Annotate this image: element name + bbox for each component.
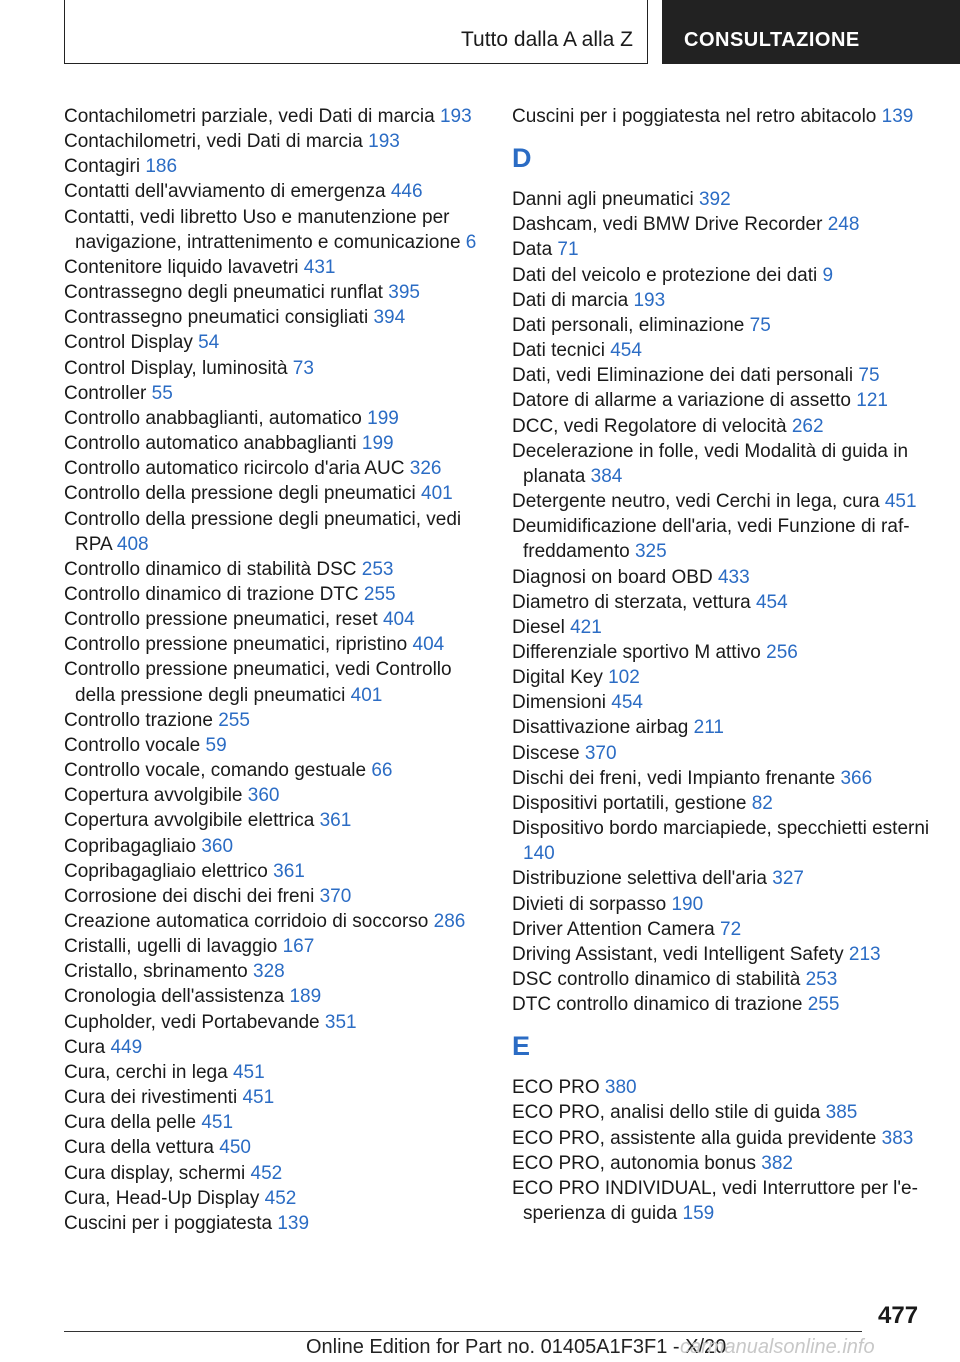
entry-term: ECO PRO, autonomia bonus [512, 1152, 756, 1174]
index-entry [64, 1186, 484, 1211]
entry-term: Data [512, 239, 553, 261]
index-entry [512, 791, 932, 816]
entry-term: Cura, cerchi in lega [64, 1061, 228, 1083]
page-reference-link[interactable]: 454 [611, 692, 643, 714]
page-reference-link[interactable]: 431 [303, 256, 336, 278]
index-entry [64, 356, 484, 381]
page-reference-link[interactable]: 361 [319, 810, 352, 832]
index-entry [512, 439, 932, 489]
index-list-d [512, 187, 932, 1017]
index-entry [64, 834, 484, 859]
entry-term: Cuscini per i poggiatesta [64, 1212, 273, 1234]
entry-term: Cura dei rivestimenti [64, 1087, 238, 1109]
index-list-c-continued [512, 104, 932, 129]
entry-term: Cristalli, ugelli di lavaggio [64, 936, 278, 958]
page-reference-link[interactable]: 446 [390, 181, 423, 203]
page-reference-link[interactable]: 193 [368, 131, 400, 153]
index-entry [512, 715, 932, 740]
index-entry [64, 1035, 484, 1060]
index-entry [64, 1010, 484, 1035]
page-reference-link[interactable]: 75 [749, 314, 771, 336]
page-reference-link[interactable]: 6 [465, 231, 477, 253]
page-reference-link[interactable]: 253 [805, 969, 838, 990]
index-entry [64, 456, 484, 481]
index-entry [512, 590, 932, 615]
page-reference-link[interactable]: 401 [421, 483, 453, 505]
page-reference-link[interactable]: 360 [201, 835, 234, 857]
page-reference-link[interactable]: 73 [292, 357, 314, 379]
index-entry [64, 255, 484, 280]
entry-term: Cura, Head-Up Display [64, 1187, 260, 1209]
index-entry [64, 708, 484, 733]
index-entry [64, 557, 484, 582]
page-reference-link[interactable]: 360 [247, 785, 280, 807]
index-entry [64, 481, 484, 506]
page-reference-link[interactable]: 9 [822, 264, 834, 286]
entry-term: Dischi dei freni, vedi Impianto frenante [512, 767, 836, 789]
index-entry [512, 313, 932, 338]
index-entry [64, 154, 484, 179]
entry-term: Contrassegno pneumatici consigliati [64, 307, 369, 329]
page-reference-link[interactable]: 102 [608, 667, 640, 689]
page-reference-link[interactable]: 380 [604, 1077, 637, 1099]
entry-term: Contachilometri parziale, vedi Dati di marcia [64, 106, 435, 127]
page-reference-link[interactable]: 327 [772, 868, 804, 890]
section-title: Tutto dalla A alla Z [461, 28, 633, 51]
page-reference-link[interactable]: 193 [439, 106, 472, 127]
entry-term: Contrassegno degli pneumatici runflat [64, 282, 383, 304]
entry-term: DSC controllo dinamico di stabilità [512, 969, 801, 990]
page-reference-link[interactable]: 71 [557, 239, 579, 261]
index-entry [512, 816, 932, 866]
entry-term: Diametro di sterzata, vettura [512, 591, 751, 613]
page-reference-link[interactable]: 66 [371, 760, 393, 782]
entry-term: Cuscini per i poggiatesta nel retro abitacolo [512, 106, 877, 127]
entry-term: Cupholder, vedi Portabevande [64, 1011, 320, 1033]
index-list-e [512, 1075, 932, 1226]
page-reference-link[interactable]: 395 [388, 282, 420, 304]
page-reference-link[interactable]: 255 [807, 994, 840, 1016]
page-reference-link[interactable]: 421 [570, 616, 602, 638]
entry-term: Cura della pelle [64, 1112, 197, 1134]
entry-term: Controllo vocale, comando gestuale [64, 760, 367, 782]
entry-term: Cura display, schermi [64, 1162, 246, 1184]
entry-term: Copertura avvolgibile elettrica [64, 810, 315, 832]
entry-term: Deumidificazione dell'aria, vedi Funzione di raffreddamento [512, 516, 910, 563]
page-reference-link[interactable]: 454 [755, 591, 788, 613]
index-entry [64, 406, 484, 431]
page-reference-link[interactable]: 404 [382, 609, 415, 631]
entry-term: Copertura avvolgibile [64, 785, 243, 807]
index-list-c [64, 104, 484, 1236]
entry-term: Creazione automatica corridoio di soccorso [64, 911, 429, 932]
index-entry [64, 934, 484, 959]
entry-term: Diagnosi on board OBD [512, 566, 713, 588]
index-entry [512, 866, 932, 891]
entry-term: Dati, vedi Eliminazione dei dati personali [512, 365, 854, 387]
index-entry [512, 917, 932, 942]
index-entry [64, 607, 484, 632]
entry-term: Controllo vocale [64, 734, 201, 756]
footer-edition: Online Edition for Part no. 01405A1F3F1 - X/20 [306, 1336, 727, 1358]
index-entry [64, 280, 484, 305]
index-entry [512, 766, 932, 791]
index-entry [512, 1176, 932, 1226]
page-reference-link[interactable]: 325 [634, 541, 667, 563]
entry-term: Contachilometri, vedi Dati di marcia [64, 131, 363, 153]
page-reference-link[interactable]: 451 [232, 1061, 265, 1083]
page-reference-link[interactable]: 262 [791, 415, 824, 437]
page-reference-link[interactable]: 404 [412, 634, 445, 656]
index-entry [512, 741, 932, 766]
entry-term: Cristallo, sbrinamento [64, 961, 248, 983]
page-reference-link[interactable]: 256 [766, 641, 798, 663]
index-entry [64, 1060, 484, 1085]
index-entry [64, 1161, 484, 1186]
page-reference-link[interactable]: 59 [205, 734, 227, 756]
page-reference-link[interactable]: 186 [145, 156, 178, 178]
index-entry [512, 212, 932, 237]
page-reference-link[interactable]: 139 [881, 106, 914, 127]
page-reference-link[interactable]: 54 [198, 332, 220, 354]
footer-divider [64, 1331, 862, 1332]
entry-term: DTC controllo dinamico di trazione [512, 994, 803, 1016]
page-reference-link[interactable]: 193 [633, 289, 666, 311]
page-reference-link[interactable]: 366 [840, 767, 873, 789]
entry-term: Divieti di sorpasso [512, 893, 667, 915]
index-entry [512, 640, 932, 665]
page-reference-link[interactable]: 449 [110, 1036, 143, 1058]
entry-term: Contatti dell'avviamento di emergenza [64, 181, 386, 203]
page-reference-link[interactable]: 401 [350, 684, 383, 706]
index-entry [512, 489, 932, 514]
entry-term: Controllo automatico ricircolo d'aria AUC [64, 458, 405, 480]
entry-term: DCC, vedi Regolatore di velocità [512, 415, 787, 437]
entry-term: Copribagagliaio elettrico [64, 860, 268, 882]
entry-term: Dispositivo bordo marciapiede, specchietti esterni [512, 818, 930, 840]
index-entry [512, 363, 932, 388]
entry-term: Cura della vettura [64, 1137, 214, 1159]
entry-term: Discese [512, 742, 580, 764]
page-reference-link[interactable]: 72 [720, 918, 742, 940]
index-entry [64, 657, 484, 707]
entry-term: Controllo della pressione degli pneumatici [64, 483, 416, 505]
page-reference-link[interactable]: 211 [693, 717, 724, 739]
entry-term: ECO PRO INDIVIDUAL, vedi Interruttore per l'esperienza di guida [512, 1177, 918, 1225]
page-reference-link[interactable]: 140 [523, 843, 555, 865]
entry-term: Contatti, vedi libretto Uso e manutenzione per navigazione, intrattenimento e comunicazione [64, 206, 461, 253]
entry-term: Controllo pressione pneumatici, reset [64, 609, 378, 631]
entry-term: Controller [64, 382, 147, 404]
page-reference-link[interactable]: 451 [884, 491, 917, 513]
entry-term: Driver Attention Camera [512, 918, 715, 940]
entry-term: Controllo dinamico di stabilità DSC [64, 558, 357, 580]
index-entry [64, 582, 484, 607]
entry-term: Cura [64, 1036, 106, 1058]
page-reference-link[interactable]: 394 [373, 307, 406, 329]
index-entry [512, 992, 932, 1017]
section-tab [64, 0, 648, 64]
entry-term: ECO PRO, assistente alla guida previdente [512, 1127, 877, 1149]
index-entry [64, 330, 484, 355]
page-reference-link[interactable]: 450 [219, 1137, 251, 1159]
entry-term: Dati personali, eliminazione [512, 314, 745, 336]
index-entry [512, 388, 932, 413]
index-entry [512, 237, 932, 262]
page-reference-link[interactable]: 253 [361, 558, 394, 580]
page-reference-link[interactable]: 139 [277, 1212, 310, 1234]
index-entry [512, 1100, 932, 1125]
entry-term: Contenitore liquido lavavetri [64, 256, 299, 278]
index-entry [512, 942, 932, 967]
page-reference-link[interactable]: 189 [289, 986, 322, 1008]
page-reference-link[interactable]: 370 [584, 742, 617, 764]
page-reference-link[interactable]: 199 [361, 433, 394, 455]
index-entry [64, 104, 484, 129]
entry-term: Controllo pressione pneumatici, vedi Controllo della pressione degli pneumatici [64, 659, 452, 706]
index-entry [512, 892, 932, 917]
entry-term: Corrosione dei dischi dei freni [64, 885, 315, 907]
index-entry [64, 859, 484, 884]
page-reference-link[interactable]: 451 [242, 1087, 275, 1109]
index-entry [512, 104, 932, 129]
entry-term: ECO PRO, analisi dello stile di guida [512, 1102, 821, 1124]
entry-term: Dati del veicolo e protezione dei dati [512, 264, 818, 286]
index-entry [64, 909, 484, 934]
index-entry [64, 305, 484, 330]
page-reference-link[interactable]: 385 [825, 1102, 858, 1124]
index-entry [64, 808, 484, 833]
entry-term: Controllo della pressione degli pneumatici, vedi RPA [64, 508, 462, 555]
index-entry [64, 783, 484, 808]
entry-term: Dati tecnici [512, 340, 605, 362]
page-reference-link[interactable]: 199 [367, 407, 399, 429]
page-reference-link[interactable]: 190 [671, 893, 704, 915]
index-entry [64, 632, 484, 657]
entry-term: Contagiri [64, 156, 141, 178]
entry-term: Control Display, luminosità [64, 357, 288, 379]
page-reference-link[interactable]: 452 [264, 1187, 297, 1209]
entry-term: Copribagagliaio [64, 835, 197, 857]
page-reference-link[interactable]: 286 [433, 911, 466, 932]
index-entry [512, 288, 932, 313]
entry-term: Controllo anabbaglianti, automatico [64, 407, 362, 429]
index-entry [64, 884, 484, 909]
index-entry [64, 507, 484, 557]
entry-term: Disattivazione airbag [512, 717, 689, 739]
index-entry [512, 1075, 932, 1100]
index-entry [64, 984, 484, 1009]
page-reference-link[interactable]: 328 [253, 961, 285, 983]
entry-term: Danni agli pneumatici [512, 189, 694, 211]
index-column-right [512, 104, 932, 1226]
page-reference-link[interactable]: 255 [363, 583, 396, 605]
entry-term: Driving Assistant, vedi Intelligent Safety [512, 943, 844, 965]
index-entry [512, 690, 932, 715]
page-reference-link[interactable]: 75 [858, 365, 880, 387]
index-entry [512, 565, 932, 590]
page-reference-link[interactable]: 159 [682, 1203, 715, 1225]
index-entry [512, 414, 932, 439]
index-entry [512, 263, 932, 288]
index-entry [64, 179, 484, 204]
page-reference-link[interactable]: 121 [856, 390, 888, 412]
page-reference-link[interactable]: 454 [610, 340, 642, 362]
page-reference-link[interactable]: 452 [250, 1162, 283, 1184]
index-entry [64, 205, 484, 255]
page-reference-link[interactable]: 255 [218, 709, 250, 731]
page-reference-link[interactable]: 370 [319, 885, 352, 907]
index-entry [512, 1126, 932, 1151]
entry-term: Dispositivi portatili, gestione [512, 792, 747, 814]
page-reference-link[interactable]: 351 [324, 1011, 357, 1033]
index-entry [64, 1110, 484, 1135]
entry-term: Controllo trazione [64, 709, 213, 731]
page-reference-link[interactable]: 361 [273, 860, 305, 882]
entry-term: Diesel [512, 616, 565, 638]
entry-term: Dimensioni [512, 692, 606, 714]
entry-term: Controllo dinamico di trazione DTC [64, 583, 359, 605]
entry-term: Control Display [64, 332, 193, 354]
entry-term: Digital Key [512, 667, 603, 689]
index-entry [64, 381, 484, 406]
entry-term: Detergente neutro, vedi Cerchi in lega, cura [512, 491, 880, 513]
index-entry [512, 967, 932, 992]
page-reference-link[interactable]: 451 [201, 1112, 234, 1134]
entry-term: Datore di allarme a variazione di assetto [512, 390, 852, 412]
entry-term: Distribuzione selettiva dell'aria [512, 868, 767, 890]
page-reference-link[interactable]: 55 [151, 382, 173, 404]
page-header [0, 0, 960, 66]
entry-term: Decelerazione in folle, vedi Modalità di guida in planata [512, 440, 909, 487]
index-entry [64, 758, 484, 783]
entry-term: Controllo pressione pneumatici, ripristino [64, 634, 408, 656]
page-reference-link[interactable]: 384 [590, 465, 623, 487]
page-reference-link[interactable]: 248 [827, 214, 860, 236]
page-reference-link[interactable]: 326 [409, 458, 442, 480]
index-entry [64, 959, 484, 984]
page-reference-link[interactable]: 382 [761, 1152, 793, 1174]
entry-term: Cronologia dell'assistenza [64, 986, 285, 1008]
index-entry [64, 733, 484, 758]
chapter-title: CONSULTAZIONE [684, 29, 860, 51]
index-entry [64, 1211, 484, 1236]
index-entry [64, 1135, 484, 1160]
watermark-text: carmanualsonline.info [680, 1336, 875, 1358]
index-entry [512, 665, 932, 690]
entry-term: Differenziale sportivo M attivo [512, 641, 761, 663]
letter-heading-e: E [512, 1031, 531, 1062]
index-entry [64, 1085, 484, 1110]
index-entry [64, 431, 484, 456]
index-entry [512, 514, 932, 564]
page-reference-link[interactable]: 213 [848, 943, 881, 965]
page-reference-link[interactable]: 392 [698, 189, 731, 211]
entry-term: Controllo automatico anabbaglianti [64, 433, 357, 455]
index-entry [512, 615, 932, 640]
index-entry [64, 129, 484, 154]
entry-term: ECO PRO [512, 1077, 600, 1099]
index-entry [512, 1151, 932, 1176]
page-reference-link[interactable]: 408 [116, 533, 149, 555]
page-reference-link[interactable]: 82 [751, 792, 773, 814]
chapter-tab [662, 0, 960, 64]
index-entry [512, 187, 932, 212]
letter-heading-d: D [512, 143, 532, 174]
index-entry [512, 338, 932, 363]
page-reference-link[interactable]: 433 [717, 566, 750, 588]
page-number: 477 [878, 1302, 919, 1329]
page-reference-link[interactable]: 383 [881, 1127, 914, 1149]
index-column-left [64, 104, 484, 1236]
page-reference-link[interactable]: 167 [282, 936, 315, 958]
entry-term: Dashcam, vedi BMW Drive Recorder [512, 214, 823, 236]
entry-term: Dati di marcia [512, 289, 629, 311]
